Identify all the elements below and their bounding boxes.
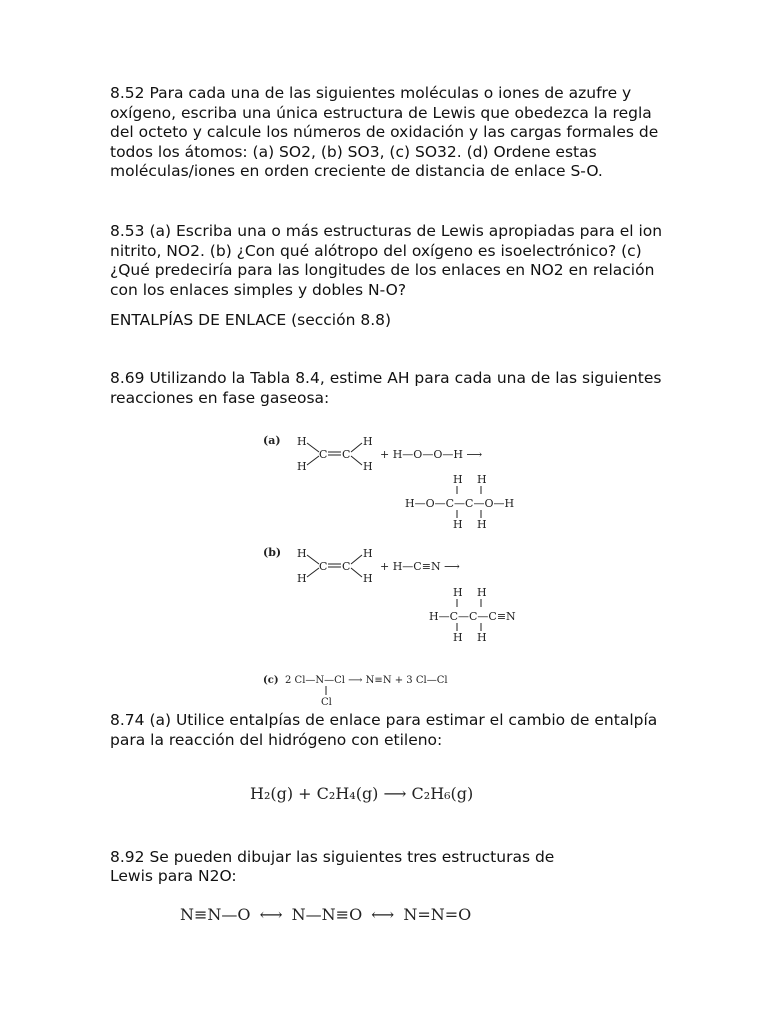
section-heading: ENTALPÍAS DE ENLACE (sección 8.8) [110, 311, 392, 329]
problem-8-92-line1: 8.92 Se pueden dibujar las siguientes tres estructuras de [110, 848, 555, 866]
svg-text:H: H [453, 518, 463, 531]
svg-text:C: C [342, 448, 351, 461]
reaction-c-equation: 2 Cl—N—Cl ⟶ N≡N + 3 Cl—Cl [285, 675, 448, 686]
svg-text:H: H [363, 547, 373, 560]
svg-text:H: H [363, 435, 373, 448]
reaction-b-diagram [255, 540, 555, 645]
svg-text:H—O—C—C—O—H: H—O—C—C—O—H [405, 497, 515, 510]
svg-text:C: C [342, 560, 351, 573]
problem-8-52: 8.52 Para cada una de las siguientes moléculas o iones de azufre y oxígeno, escriba una única estructura de Lewis que obedezca la regla del octeto y calcule los números de oxidación y las cargas formales de todos los átomos: (a) SO2, (b) SO3, (c) SO32. (d) Ordene estas moléculas/iones en orden creciente de distancia de enlace S-O. [110, 84, 659, 180]
svg-text:H: H [363, 460, 373, 473]
problem-8-92-line2: Lewis para N2O: [110, 867, 237, 885]
svg-text:H: H [477, 586, 487, 599]
problem-8-74: 8.74 (a) Utilice entalpías de enlace para estimar el cambio de entalpía para la reacción del hidrógeno con etileno: [110, 711, 658, 749]
svg-text:H: H [477, 518, 487, 531]
svg-text:H: H [453, 473, 463, 486]
reaction-c-diagram [255, 670, 515, 710]
reaction-b-label: (b) [263, 546, 282, 559]
svg-text:H: H [453, 586, 463, 599]
svg-text:H: H [453, 631, 463, 644]
hydrogenation-equation: H₂(g) + C₂H₄(g) ⟶ C₂H₆(g) [250, 784, 474, 803]
svg-text:H: H [297, 435, 307, 448]
n2o-lewis-structures [180, 905, 600, 935]
reaction-a-diagram [255, 428, 555, 538]
reaction-a-reagent: + H—O—O—H ⟶ [380, 448, 483, 461]
reaction-c-label: (c) [263, 675, 279, 686]
lewis-structure-1: N≡N—O [180, 905, 251, 924]
svg-text:C: C [319, 448, 328, 461]
svg-text:H: H [297, 547, 307, 560]
reaction-a-label: (a) [263, 434, 281, 447]
svg-text:C: C [319, 560, 328, 573]
svg-text:H: H [297, 460, 307, 473]
svg-text:H: H [477, 473, 487, 486]
svg-text:H: H [363, 572, 373, 585]
problem-8-69: 8.69 Utilizando la Tabla 8.4, estime AH para cada una de las siguientes reacciones en fase gaseosa: [110, 369, 662, 407]
svg-text:H: H [477, 631, 487, 644]
svg-text:H: H [297, 572, 307, 585]
reaction-c-sub: Cl [321, 697, 332, 708]
svg-text:H—C—C—C≡N: H—C—C—C≡N [429, 610, 516, 623]
resonance-arrow: ⟷ [371, 905, 395, 924]
problem-8-53: 8.53 (a) Escriba una o más estructuras de Lewis apropiadas para el ion nitrito, NO2. (b) ¿Con qué alótropo del oxígeno es isoelectrónico? (c) ¿Qué predeciría para las longitudes de los enlaces en NO2 en relación con los enlaces simples y dobles N-O? [110, 222, 663, 299]
lewis-structure-3: N=N=O [403, 905, 472, 924]
lewis-structure-2: N—N≡O [291, 905, 363, 924]
reaction-b-reagent: + H—C≡N ⟶ [380, 560, 460, 573]
resonance-arrow: ⟷ [259, 905, 283, 924]
